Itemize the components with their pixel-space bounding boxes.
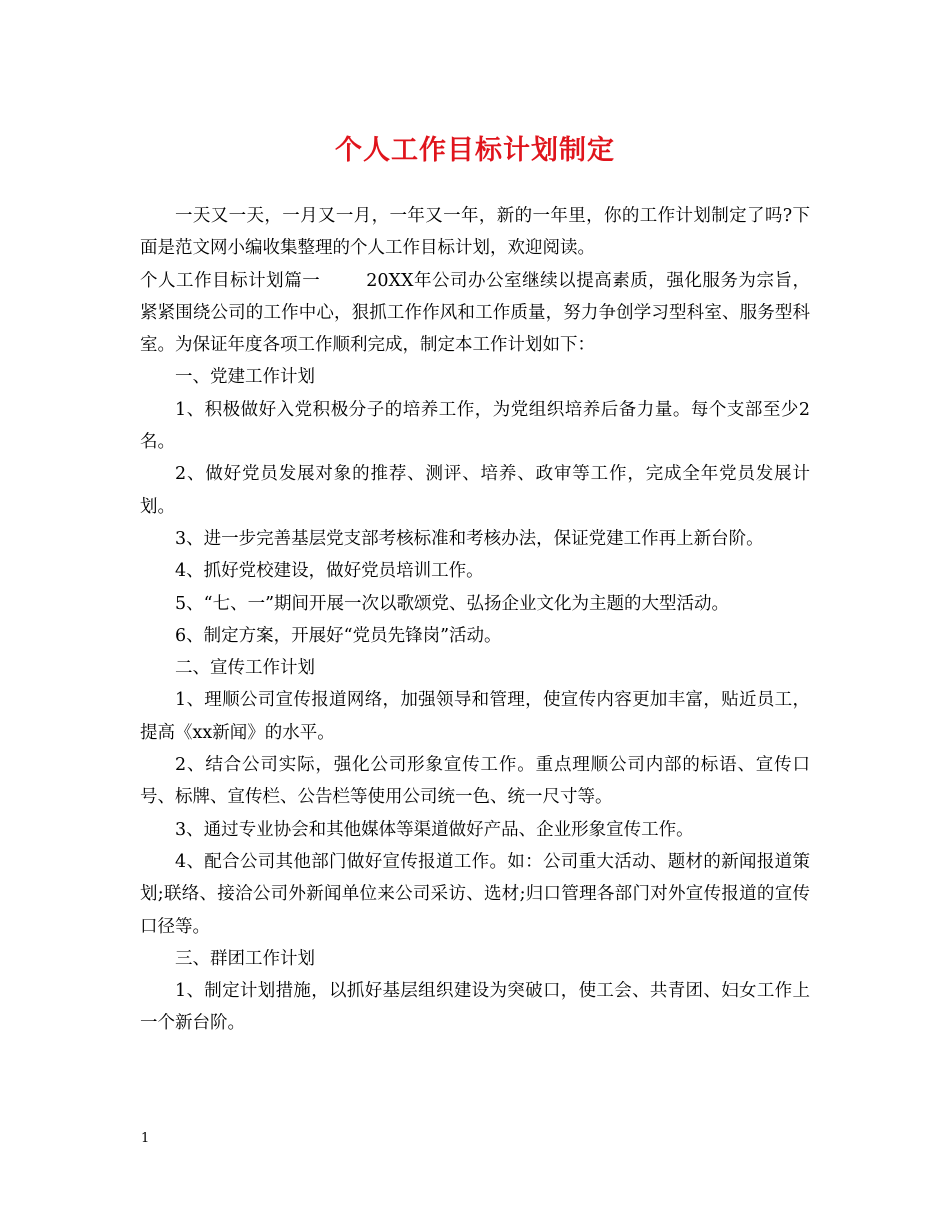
publicity-item-4: 4、配合公司其他部门做好宣传报道工作。如：公司重大活动、题材的新闻报道策划;联络、接洽公司外新闻单位来公司采访、选材;归口管理各部门对外宣传报道的宣传口径等。 [140,851,810,937]
party-heading: 一、党建工作计划 [175,367,315,388]
page-number: 1 [141,1131,150,1146]
document-title: 个人工作目标计划制定 [335,135,615,166]
publicity-item-2: 2、结合公司实际，强化公司形象宣传工作。重点理顺公司内部的标语、宣传口号、标牌、宣传栏、公告栏等使用公司统一色、统一尺寸等。 [140,755,810,808]
party-item-2: 2、做好党员发展对象的推荐、测评、培养、政审等工作，完成全年党员发展计划。 [140,464,810,517]
party-item-6: 6、制定方案，开展好“党员先锋岗”活动。 [175,625,502,646]
publicity-heading: 二、宣传工作计划 [175,658,315,679]
intro-paragraph: 一天又一天，一月又一月，一年又一年，新的一年里，你的工作计划制定了吗?下面是范文网小编收集整理的个人工作目标计划，欢迎阅读。 [140,206,810,259]
publicity-item-1: 1、理顺公司宣传报道网络，加强领导和管理，使宣传内容更加丰富，贴近员工，提高《xx新闻》的水平。 [140,690,810,743]
document-body [140,200,810,1040]
party-item-3: 3、进一步完善基层党支部考核标准和考核办法，保证党建工作再上新台阶。 [175,528,764,549]
section-lead: 20XX年公司办公室继续以提高素质，强化服务为宗旨，紧紧围绕公司的工作中心，狠抓工作作风和工作质量，努力争创学习型科室、服务型科室。为保证年度各项工作顺利完成，制定本工作计划如下： [140,270,811,356]
mass-org-heading: 三、群团工作计划 [175,948,315,969]
section-heading: 个人工作目标计划篇一 [140,270,321,291]
party-item-1: 1、积极做好入党积极分子的培养工作，为党组织培养后备力量。每个支部至少2名。 [140,399,810,453]
party-item-5: 5、“七、一”期间开展一次以歌颂党、弘扬企业文化为主题的大型活动。 [175,593,730,614]
mass-org-item-1: 1、制定计划措施，以抓好基层组织建设为突破口，使工会、共青团、妇女工作上一个新台阶。 [140,981,810,1034]
publicity-item-3: 3、通过专业协会和其他媒体等渠道做好产品、企业形象宣传工作。 [175,819,694,840]
party-item-4: 4、抓好党校建设，做好党员培训工作。 [175,561,484,582]
section-intro-paragraph [140,265,810,362]
